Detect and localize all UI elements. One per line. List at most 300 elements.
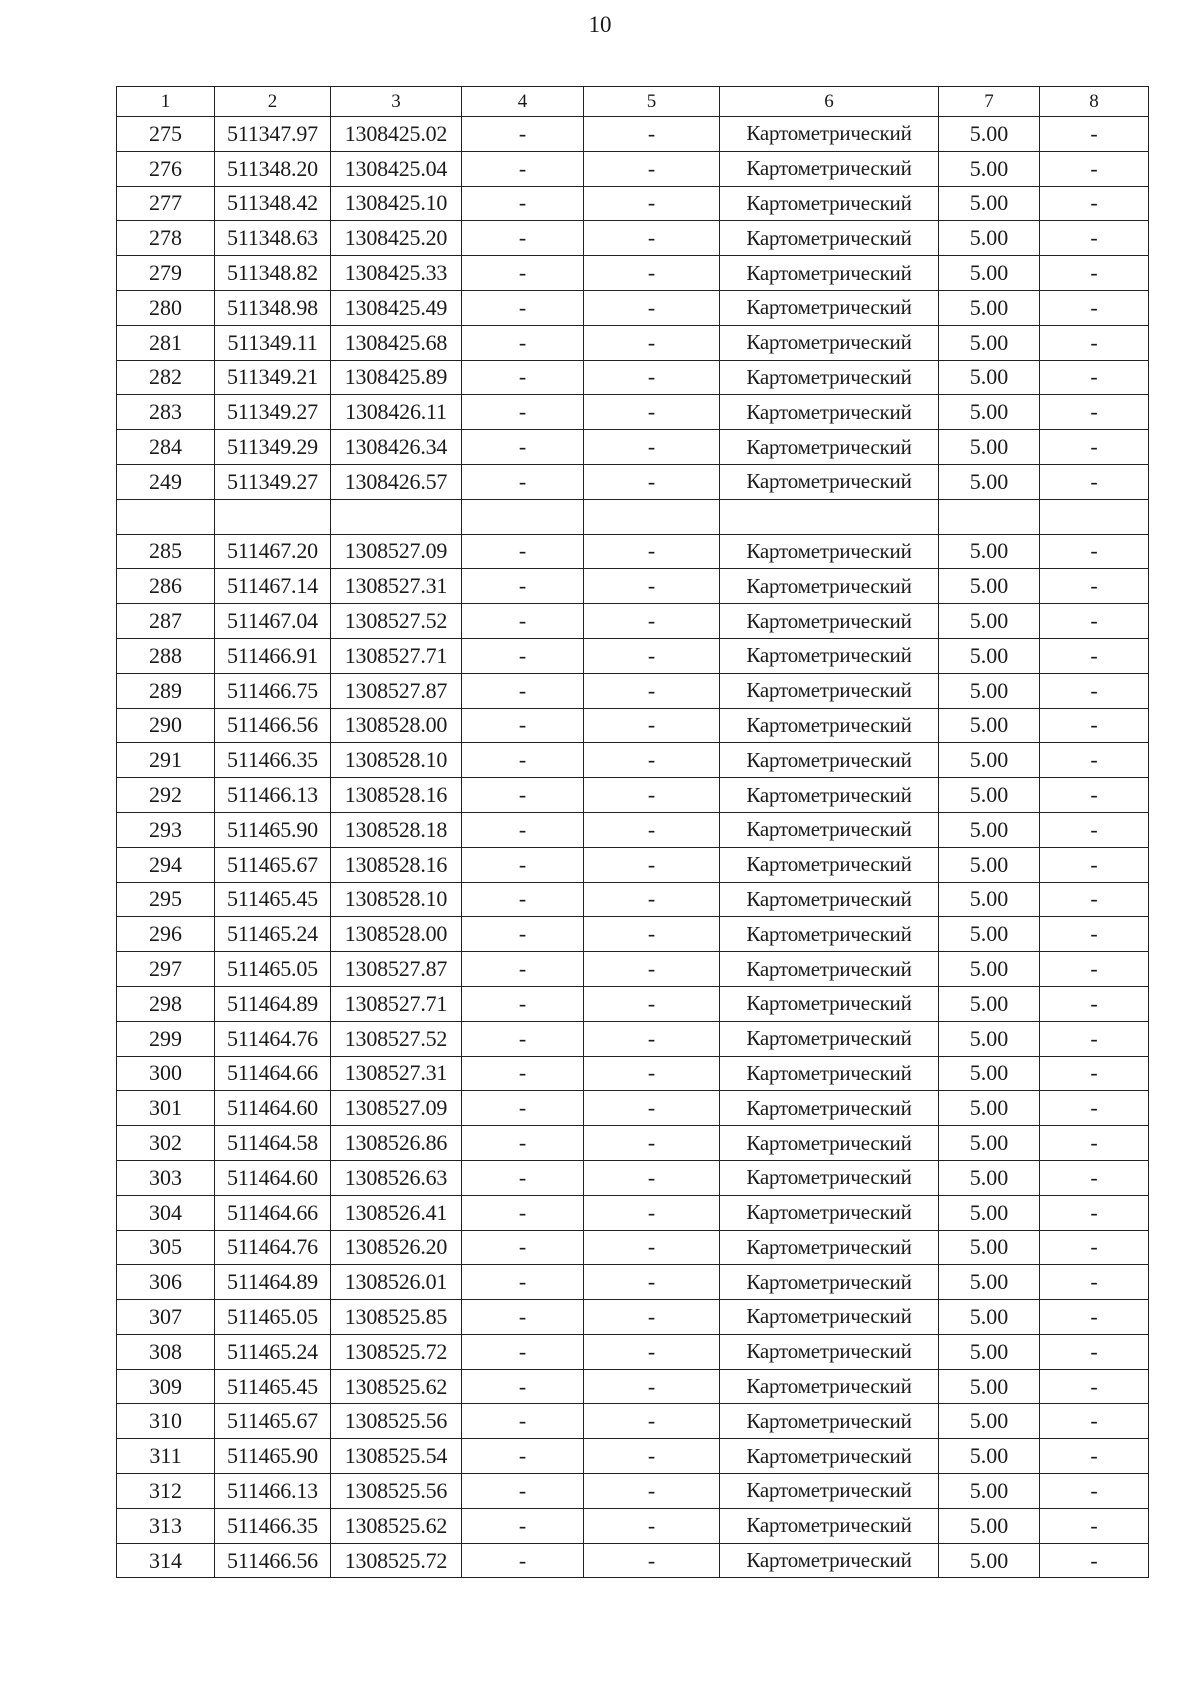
column-8-cell: - [1040,569,1149,604]
column-4-cell: - [462,117,584,152]
column-8-cell: - [1040,186,1149,221]
method-cell: Картометрический [720,1474,939,1509]
column-4-cell: - [462,151,584,186]
point-number-cell: 300 [117,1056,215,1091]
method-cell: Картометрический [720,186,939,221]
method-cell: Картометрический [720,882,939,917]
column-5-cell: - [584,221,720,256]
method-cell: Картометрический [720,221,939,256]
point-number-cell: 249 [117,464,215,499]
column-4-cell: - [462,1230,584,1265]
column-5-cell: - [584,117,720,152]
x-coordinate-cell: 511465.45 [215,1369,331,1404]
point-number-cell: 291 [117,743,215,778]
point-number-cell: 309 [117,1369,215,1404]
method-cell: Картометрический [720,534,939,569]
column-8-cell: - [1040,708,1149,743]
table-row [117,1369,1149,1404]
column-5-cell: - [584,290,720,325]
column-4-cell: - [462,534,584,569]
y-coordinate-cell: 1308528.00 [331,708,462,743]
x-coordinate-cell: 511466.13 [215,1474,331,1509]
accuracy-cell: 5.00 [939,569,1040,604]
column-8-cell: - [1040,256,1149,291]
method-cell: Картометрический [720,117,939,152]
column-8-cell: - [1040,1021,1149,1056]
column-8-cell: - [1040,151,1149,186]
column-8-cell: - [1040,882,1149,917]
column-8-cell: - [1040,1439,1149,1474]
column-8-cell: - [1040,1300,1149,1335]
y-coordinate-cell: 1308528.10 [331,882,462,917]
table-row [117,1508,1149,1543]
y-coordinate-cell: 1308528.18 [331,812,462,847]
y-coordinate-cell: 1308527.31 [331,569,462,604]
column-4-cell: - [462,569,584,604]
y-coordinate-cell: 1308525.56 [331,1404,462,1439]
column-4-cell: - [462,325,584,360]
method-cell: Картометрический [720,673,939,708]
column-4-cell: - [462,430,584,465]
accuracy-cell: 5.00 [939,151,1040,186]
point-number-cell: 303 [117,1160,215,1195]
table-row [117,743,1149,778]
table-row [117,534,1149,569]
accuracy-cell: 5.00 [939,534,1040,569]
column-8-cell: - [1040,1265,1149,1300]
column-5-cell: - [584,986,720,1021]
point-number-cell: 299 [117,1021,215,1056]
y-coordinate-cell: 1308527.52 [331,604,462,639]
page-number: 10 [588,12,612,37]
point-number-cell: 301 [117,1091,215,1126]
column-5-cell: - [584,882,720,917]
column-5-cell: - [584,708,720,743]
method-cell: Картометрический [720,778,939,813]
y-coordinate-cell: 1308525.54 [331,1439,462,1474]
column-5-cell: - [584,1056,720,1091]
accuracy-cell: 5.00 [939,186,1040,221]
table-row [117,1439,1149,1474]
accuracy-cell: 5.00 [939,638,1040,673]
accuracy-cell: 5.00 [939,1195,1040,1230]
column-4-cell: - [462,708,584,743]
accuracy-cell: 5.00 [939,1160,1040,1195]
table-row [117,1543,1149,1578]
accuracy-cell: 5.00 [939,1091,1040,1126]
table-row [117,778,1149,813]
column-4-cell: - [462,604,584,639]
column-4-cell: - [462,1543,584,1578]
method-cell: Картометрический [720,1021,939,1056]
table-row [117,395,1149,430]
method-cell: Картометрический [720,1230,939,1265]
point-number-cell: 290 [117,708,215,743]
x-coordinate-cell: 511466.13 [215,778,331,813]
column-8-cell: - [1040,917,1149,952]
y-coordinate-cell: 1308527.71 [331,638,462,673]
x-coordinate-cell: 511464.58 [215,1126,331,1161]
column-5-cell: - [584,1265,720,1300]
column-8-cell: - [1040,1195,1149,1230]
column-4-cell: - [462,1126,584,1161]
method-cell: Картометрический [720,986,939,1021]
point-number-cell: 286 [117,569,215,604]
table-row [117,917,1149,952]
y-coordinate-cell: 1308425.04 [331,151,462,186]
table-row [117,1230,1149,1265]
x-coordinate-cell: 511465.05 [215,1300,331,1335]
column-5-cell: - [584,1091,720,1126]
column-header: 1 [117,87,215,117]
point-number-cell: 312 [117,1474,215,1509]
x-coordinate-cell: 511464.89 [215,986,331,1021]
accuracy-cell: 5.00 [939,986,1040,1021]
x-coordinate-cell: 511465.67 [215,847,331,882]
column-8-cell: - [1040,395,1149,430]
column-5-cell: - [584,1300,720,1335]
y-coordinate-cell [331,499,462,534]
method-cell: Картометрический [720,1160,939,1195]
x-coordinate-cell: 511464.60 [215,1160,331,1195]
column-header: 4 [462,87,584,117]
method-cell: Картометрический [720,325,939,360]
accuracy-cell: 5.00 [939,743,1040,778]
method-cell: Картометрический [720,743,939,778]
y-coordinate-cell: 1308526.63 [331,1160,462,1195]
accuracy-cell: 5.00 [939,673,1040,708]
method-cell: Картометрический [720,1508,939,1543]
table-row [117,1160,1149,1195]
y-coordinate-cell: 1308526.01 [331,1265,462,1300]
column-5-cell: - [584,1334,720,1369]
column-8-cell: - [1040,1543,1149,1578]
y-coordinate-cell: 1308527.09 [331,534,462,569]
column-8-cell: - [1040,778,1149,813]
x-coordinate-cell: 511348.42 [215,186,331,221]
accuracy-cell: 5.00 [939,1508,1040,1543]
x-coordinate-cell: 511466.91 [215,638,331,673]
column-4-cell: - [462,1369,584,1404]
column-8-cell: - [1040,604,1149,639]
point-number-cell: 285 [117,534,215,569]
method-cell: Картометрический [720,569,939,604]
point-number-cell: 304 [117,1195,215,1230]
column-4-cell: - [462,847,584,882]
x-coordinate-cell: 511349.27 [215,395,331,430]
point-number-cell: 310 [117,1404,215,1439]
column-4-cell [462,499,584,534]
column-5-cell: - [584,430,720,465]
column-4-cell: - [462,1091,584,1126]
method-cell: Картометрический [720,1404,939,1439]
point-number-cell: 281 [117,325,215,360]
x-coordinate-cell [215,499,331,534]
x-coordinate-cell: 511465.67 [215,1404,331,1439]
method-cell: Картометрический [720,256,939,291]
accuracy-cell: 5.00 [939,360,1040,395]
column-header: 7 [939,87,1040,117]
column-4-cell: - [462,1474,584,1509]
accuracy-cell: 5.00 [939,395,1040,430]
point-number-cell: 314 [117,1543,215,1578]
x-coordinate-cell: 511466.75 [215,673,331,708]
method-cell: Картометрический [720,1300,939,1335]
y-coordinate-cell: 1308527.87 [331,673,462,708]
method-cell: Картометрический [720,1126,939,1161]
table-row [117,117,1149,152]
column-8-cell: - [1040,1056,1149,1091]
y-coordinate-cell: 1308527.87 [331,952,462,987]
accuracy-cell: 5.00 [939,1439,1040,1474]
column-5-cell: - [584,395,720,430]
y-coordinate-cell: 1308425.02 [331,117,462,152]
column-header: 6 [720,87,939,117]
y-coordinate-cell: 1308525.72 [331,1543,462,1578]
point-number-cell: 287 [117,604,215,639]
point-number-cell: 284 [117,430,215,465]
table-row [117,1474,1149,1509]
column-4-cell: - [462,1021,584,1056]
table-row [117,290,1149,325]
column-header: 5 [584,87,720,117]
accuracy-cell: 5.00 [939,1230,1040,1265]
column-8-cell: - [1040,952,1149,987]
column-4-cell: - [462,1265,584,1300]
y-coordinate-cell: 1308527.09 [331,1091,462,1126]
accuracy-cell: 5.00 [939,952,1040,987]
column-4-cell: - [462,1334,584,1369]
point-number-cell: 297 [117,952,215,987]
accuracy-cell: 5.00 [939,1474,1040,1509]
column-4-cell: - [462,290,584,325]
column-5-cell: - [584,1369,720,1404]
point-number-cell: 292 [117,778,215,813]
column-8-cell: - [1040,464,1149,499]
method-cell: Картометрический [720,1091,939,1126]
column-5-cell: - [584,638,720,673]
y-coordinate-cell: 1308525.72 [331,1334,462,1369]
column-5-cell: - [584,778,720,813]
column-4-cell: - [462,952,584,987]
accuracy-cell: 5.00 [939,430,1040,465]
method-cell [720,499,939,534]
accuracy-cell: 5.00 [939,708,1040,743]
table-row [117,325,1149,360]
table-row [117,1126,1149,1161]
table-row [117,499,1149,534]
accuracy-cell: 5.00 [939,778,1040,813]
point-number-cell: 282 [117,360,215,395]
method-cell: Картометрический [720,1543,939,1578]
point-number-cell: 307 [117,1300,215,1335]
column-5-cell: - [584,1126,720,1161]
point-number-cell: 308 [117,1334,215,1369]
column-4-cell: - [462,1160,584,1195]
y-coordinate-cell: 1308526.20 [331,1230,462,1265]
column-5-cell: - [584,1021,720,1056]
point-number-cell: 313 [117,1508,215,1543]
accuracy-cell: 5.00 [939,1404,1040,1439]
point-number-cell [117,499,215,534]
point-number-cell: 302 [117,1126,215,1161]
table-row [117,1404,1149,1439]
column-8-cell: - [1040,1404,1149,1439]
method-cell: Картометрический [720,1056,939,1091]
method-cell: Картометрический [720,1439,939,1474]
point-number-cell: 275 [117,117,215,152]
x-coordinate-cell: 511348.82 [215,256,331,291]
y-coordinate-cell: 1308526.41 [331,1195,462,1230]
table-row [117,952,1149,987]
column-5-cell: - [584,186,720,221]
y-coordinate-cell: 1308425.33 [331,256,462,291]
column-5-cell: - [584,1230,720,1265]
point-number-cell: 288 [117,638,215,673]
accuracy-cell: 5.00 [939,1126,1040,1161]
column-5-cell: - [584,1508,720,1543]
y-coordinate-cell: 1308425.68 [331,325,462,360]
method-cell: Картометрический [720,847,939,882]
point-number-cell: 277 [117,186,215,221]
column-5-cell: - [584,1195,720,1230]
column-4-cell: - [462,221,584,256]
column-8-cell: - [1040,1508,1149,1543]
column-8-cell: - [1040,743,1149,778]
method-cell: Картометрический [720,464,939,499]
table-row [117,186,1149,221]
y-coordinate-cell: 1308426.11 [331,395,462,430]
x-coordinate-cell: 511348.20 [215,151,331,186]
table-row [117,221,1149,256]
accuracy-cell: 5.00 [939,117,1040,152]
column-5-cell: - [584,464,720,499]
table-row [117,256,1149,291]
point-number-cell: 305 [117,1230,215,1265]
table-header-row [117,87,1149,117]
column-4-cell: - [462,186,584,221]
y-coordinate-cell: 1308425.20 [331,221,462,256]
point-number-cell: 296 [117,917,215,952]
x-coordinate-cell: 511464.76 [215,1230,331,1265]
x-coordinate-cell: 511466.56 [215,1543,331,1578]
point-number-cell: 276 [117,151,215,186]
column-5-cell: - [584,847,720,882]
x-coordinate-cell: 511464.60 [215,1091,331,1126]
y-coordinate-cell: 1308527.31 [331,1056,462,1091]
accuracy-cell: 5.00 [939,604,1040,639]
x-coordinate-cell: 511348.98 [215,290,331,325]
table-row [117,812,1149,847]
table-row [117,673,1149,708]
accuracy-cell: 5.00 [939,1265,1040,1300]
method-cell: Картометрический [720,638,939,673]
method-cell: Картометрический [720,151,939,186]
method-cell: Картометрический [720,360,939,395]
x-coordinate-cell: 511464.66 [215,1056,331,1091]
accuracy-cell: 5.00 [939,812,1040,847]
x-coordinate-cell: 511465.90 [215,1439,331,1474]
column-8-cell [1040,499,1149,534]
point-number-cell: 306 [117,1265,215,1300]
y-coordinate-cell: 1308425.10 [331,186,462,221]
x-coordinate-cell: 511349.21 [215,360,331,395]
column-5-cell: - [584,812,720,847]
point-number-cell: 279 [117,256,215,291]
column-8-cell: - [1040,221,1149,256]
column-8-cell: - [1040,360,1149,395]
method-cell: Картометрический [720,1195,939,1230]
x-coordinate-cell: 511467.04 [215,604,331,639]
column-8-cell: - [1040,1091,1149,1126]
x-coordinate-cell: 511464.66 [215,1195,331,1230]
method-cell: Картометрический [720,1265,939,1300]
column-4-cell: - [462,464,584,499]
x-coordinate-cell: 511465.45 [215,882,331,917]
column-4-cell: - [462,1439,584,1474]
column-5-cell [584,499,720,534]
x-coordinate-cell: 511347.97 [215,117,331,152]
point-number-cell: 289 [117,673,215,708]
coordinates-table [116,86,1149,1578]
x-coordinate-cell: 511349.11 [215,325,331,360]
column-8-cell: - [1040,638,1149,673]
method-cell: Картометрический [720,952,939,987]
column-8-cell: - [1040,986,1149,1021]
point-number-cell: 283 [117,395,215,430]
column-8-cell: - [1040,847,1149,882]
column-4-cell: - [462,1404,584,1439]
accuracy-cell: 5.00 [939,1021,1040,1056]
accuracy-cell: 5.00 [939,1334,1040,1369]
column-5-cell: - [584,360,720,395]
method-cell: Картометрический [720,604,939,639]
point-number-cell: 278 [117,221,215,256]
column-8-cell: - [1040,812,1149,847]
column-5-cell: - [584,151,720,186]
column-5-cell: - [584,256,720,291]
column-8-cell: - [1040,290,1149,325]
point-number-cell: 294 [117,847,215,882]
column-5-cell: - [584,1160,720,1195]
column-5-cell: - [584,1439,720,1474]
y-coordinate-cell: 1308426.34 [331,430,462,465]
column-5-cell: - [584,569,720,604]
point-number-cell: 280 [117,290,215,325]
point-number-cell: 298 [117,986,215,1021]
column-5-cell: - [584,743,720,778]
column-4-cell: - [462,1300,584,1335]
method-cell: Картометрический [720,1334,939,1369]
x-coordinate-cell: 511464.89 [215,1265,331,1300]
accuracy-cell [939,499,1040,534]
table-row [117,1265,1149,1300]
y-coordinate-cell: 1308528.16 [331,778,462,813]
column-4-cell: - [462,882,584,917]
column-4-cell: - [462,1195,584,1230]
column-4-cell: - [462,638,584,673]
x-coordinate-cell: 511465.90 [215,812,331,847]
column-4-cell: - [462,395,584,430]
method-cell: Картометрический [720,708,939,743]
method-cell: Картометрический [720,812,939,847]
column-4-cell: - [462,256,584,291]
y-coordinate-cell: 1308527.71 [331,986,462,1021]
column-8-cell: - [1040,1126,1149,1161]
column-8-cell: - [1040,1334,1149,1369]
column-5-cell: - [584,673,720,708]
column-4-cell: - [462,778,584,813]
